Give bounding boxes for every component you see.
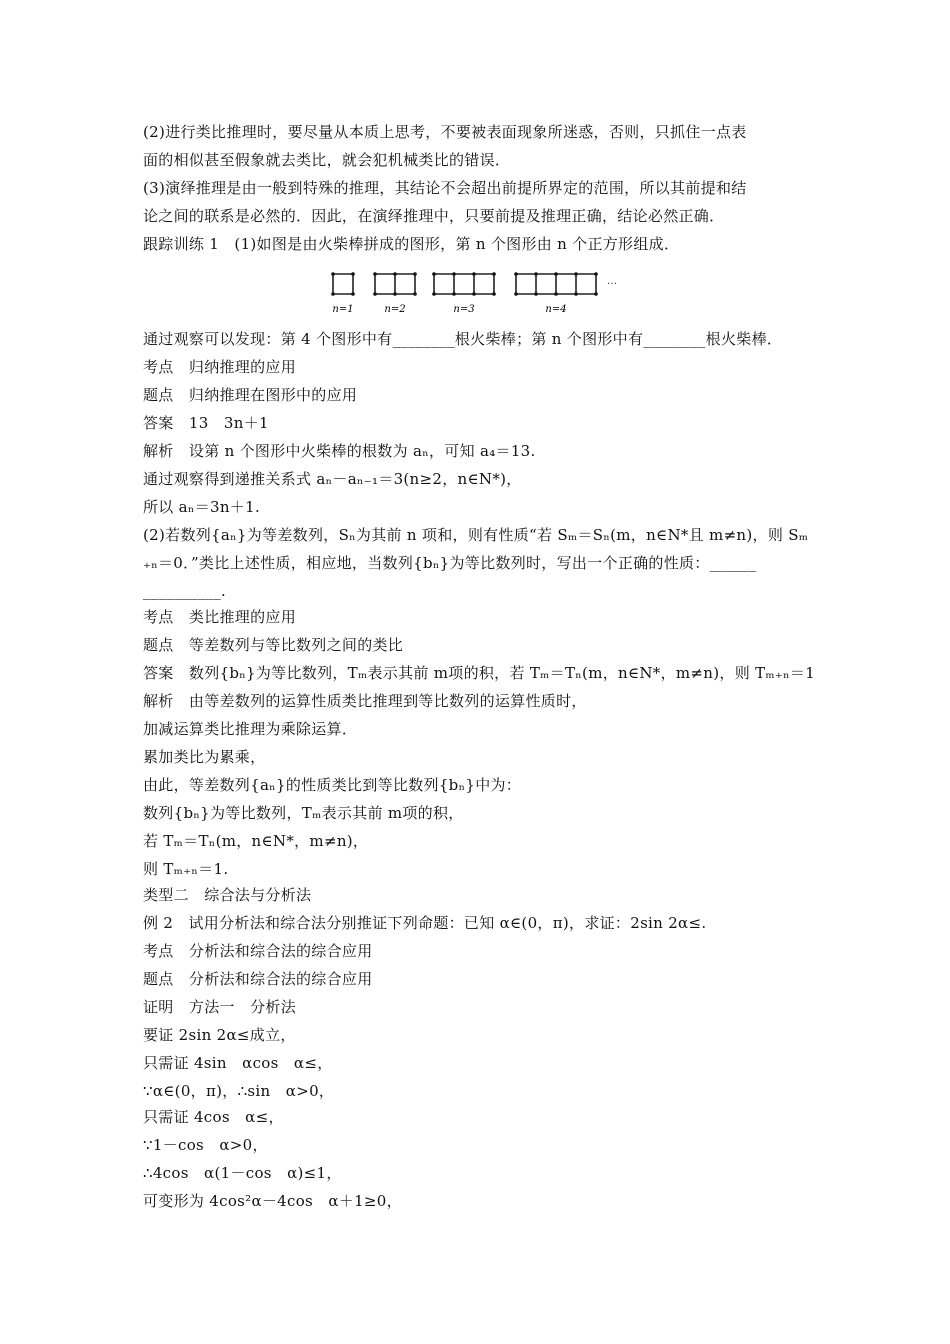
- text-line: ∴4cos α(1－cos α)≤1，: [143, 1164, 342, 1182]
- matchstick-joint: [331, 292, 335, 296]
- text-line: 面的相似甚至假象就去类比，就会犯机械类比的错误．: [143, 151, 511, 169]
- text-line: 累加类比为累乘，: [143, 748, 266, 766]
- matchstick-joint: [514, 272, 518, 276]
- text-line: 由此，等差数列{aₙ}的性质类比到等比数列{bₙ}中为：: [143, 776, 522, 794]
- text-line: 可变形为 4cos²α－4cos α＋1≥0，: [143, 1192, 402, 1210]
- text-line: 答案 数列{bₙ}为等比数列，Tₘ表示其前 m项的积，若 Tₘ＝Tₙ(m，n∈N*，m≠n)，则 Tₘ₊ₙ＝1: [143, 664, 816, 682]
- matchstick-joint: [452, 272, 456, 276]
- matchstick-joint: [393, 272, 397, 276]
- text-line: 论之间的联系是必然的．因此，在演绎推理中，只要前提及推理正确，结论必然正确．: [143, 207, 725, 225]
- matchstick-joint: [492, 272, 496, 276]
- matchstick-joint: [514, 292, 518, 296]
- text-line: 跟踪训练 1 (1)如图是由火柴棒拼成的图形，第 n 个图形由 n 个正方形组成．: [143, 235, 680, 253]
- text-line: 答案 13 3n＋1: [143, 414, 269, 432]
- matchstick-joint: [534, 292, 538, 296]
- matchstick-joint: [413, 292, 417, 296]
- matchstick-joint: [554, 292, 558, 296]
- text-line: 加减运算类比推理为乘除运算．: [143, 720, 358, 738]
- text-line: 题点 等差数列与等比数列之间的类比: [143, 636, 404, 654]
- text-line: 数列{bₙ}为等比数列，Tₘ表示其前 m项的积，: [143, 804, 464, 822]
- text-line: (2)进行类比推理时，要尽量从本质上思考，不要被表面现象所迷惑，否则，只抓住一点表: [143, 123, 747, 141]
- text-line: 考点 归纳推理的应用: [143, 358, 297, 376]
- matchstick-joint: [594, 292, 598, 296]
- figure-label: n=1: [332, 304, 354, 315]
- figure-label: n=2: [384, 304, 406, 315]
- matchstick-figure-4: [514, 272, 598, 315]
- text-line: 所以 aₙ＝3n＋1.: [143, 498, 261, 516]
- matchstick-joint: [534, 272, 538, 276]
- text-line: ₊ₙ＝0．”类比上述性质，相应地，当数列{bₙ}为等比数列时，写出一个正确的性质：______: [143, 554, 757, 572]
- text-line: 解析 设第 n 个图形中火柴棒的根数为 aₙ，可知 a₄＝13.: [143, 442, 536, 460]
- matchstick-joint: [432, 272, 436, 276]
- figure-label: n=3: [453, 304, 475, 315]
- matchstick-figure-1: [331, 272, 355, 315]
- text-line: 若 Tₘ＝Tₙ(m，n∈N*，m≠n)，: [143, 832, 369, 850]
- text-line: ∵α∈(0，π)，∴sin α>0，: [143, 1082, 335, 1100]
- matchstick-joint: [351, 292, 355, 296]
- text-line: 则 Tₘ₊ₙ＝1.: [143, 860, 229, 878]
- matchstick-joint: [472, 292, 476, 296]
- matchstick-joint: [594, 272, 598, 276]
- text-line: (3)演绎推理是由一般到特殊的推理，其结论不会超出前提所界定的范围，所以其前提和结: [143, 179, 747, 197]
- text-line: 证明 方法一 分析法: [143, 998, 297, 1016]
- matchstick-joint: [574, 292, 578, 296]
- matchstick-joint: [393, 292, 397, 296]
- matchstick-joint: [452, 292, 456, 296]
- text-line: __________.: [143, 582, 227, 600]
- text-line: 解析 由等差数列的运算性质类比推理到等比数列的运算性质时，: [143, 692, 587, 710]
- text-line: 考点 类比推理的应用: [143, 608, 297, 626]
- matchstick-joint: [472, 272, 476, 276]
- matchstick-figure-3: [432, 272, 496, 315]
- text-line: 例 2 试用分析法和综合法分别推证下列命题：已知 α∈(0，π)，求证：2sin 2α≤.: [143, 914, 707, 932]
- matchstick-joint: [331, 272, 335, 276]
- text-line: 题点 分析法和综合法的综合应用: [143, 970, 373, 988]
- matchstick-joint: [373, 292, 377, 296]
- text-line: 题点 归纳推理在图形中的应用: [143, 386, 358, 404]
- text-line: 考点 分析法和综合法的综合应用: [143, 942, 373, 960]
- matchstick-joint: [413, 272, 417, 276]
- matchstick-joint: [373, 272, 377, 276]
- text-line: 通过观察得到递推关系式 aₙ－aₙ₋₁＝3(n≥2，n∈N*)，: [143, 470, 522, 488]
- figure-label: n=4: [545, 304, 567, 315]
- matchstick-joint: [351, 272, 355, 276]
- text-line: 只需证 4sin αcos α≤，: [143, 1054, 333, 1072]
- text-line: 通过观察可以发现：第 4 个图形中有________根火柴棒；第 n 个图形中有________根火柴棒．: [143, 330, 783, 348]
- matchstick-figure-2: [373, 272, 417, 315]
- text-line: ∵1－cos α>0，: [143, 1136, 268, 1154]
- text-line: 只需证 4cos α≤，: [143, 1108, 284, 1126]
- matchstick-joint: [554, 272, 558, 276]
- figure-ellipsis: …: [607, 276, 617, 287]
- matchstick-joint: [574, 272, 578, 276]
- text-line: 要证 2sin 2α≤成立，: [143, 1026, 296, 1044]
- text-line: (2)若数列{aₙ}为等差数列，Sₙ为其前 n 项和，则有性质“若 Sₘ＝Sₙ(m，n∈N*且 m≠n)，则 Sₘ: [143, 526, 809, 544]
- matchstick-joint: [492, 292, 496, 296]
- matchstick-figure: [325, 266, 625, 316]
- section-heading: 类型二 综合法与分析法: [143, 886, 312, 904]
- matchstick-joint: [432, 292, 436, 296]
